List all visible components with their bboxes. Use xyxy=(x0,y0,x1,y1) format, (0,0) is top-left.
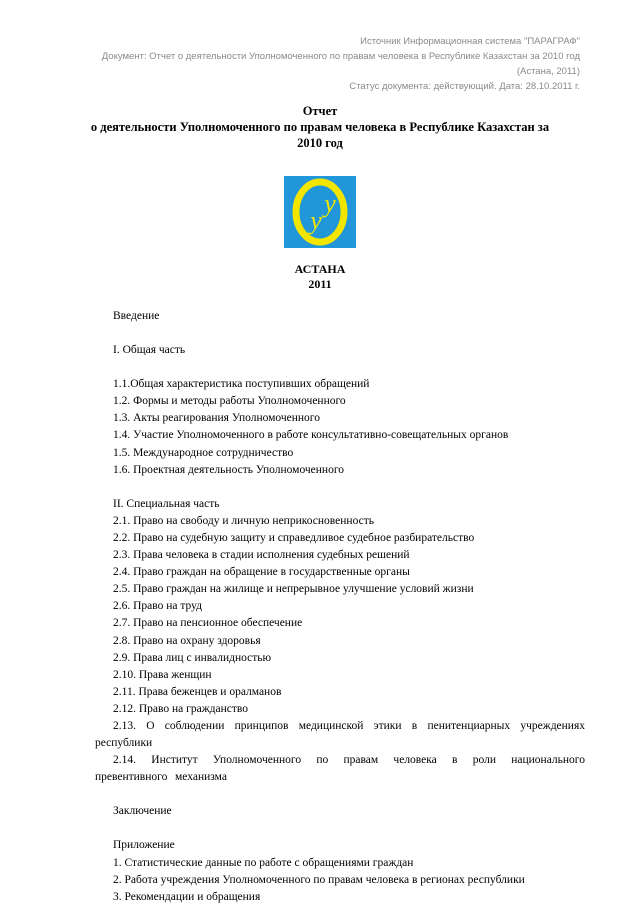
toc-item[interactable]: 2.7. Право на пенсионное обеспечение xyxy=(113,617,303,630)
toc-item[interactable]: 1.4. Участие Уполномоченного в работе консультативно-совещательных органов xyxy=(113,429,509,442)
toc-item[interactable]: 3. Рекомендации и обращения xyxy=(113,890,261,903)
toc-part-2-heading[interactable]: II. Специальная часть xyxy=(113,497,220,510)
introduction-block xyxy=(95,308,585,325)
imprint-city: АСТАНА xyxy=(294,262,346,276)
svg-text:у: у xyxy=(324,189,336,218)
toc-item[interactable]: 2.11. Права беженцев и оралманов xyxy=(113,685,282,698)
toc-item[interactable]: 2.10. Права женщин xyxy=(113,668,212,681)
toc-item[interactable]: 2. Работа учреждения Уполномоченного по правам человека в регионах республики xyxy=(113,873,525,886)
toc-appendix-heading[interactable]: Приложение xyxy=(113,839,175,852)
imprint xyxy=(0,262,640,292)
toc-item[interactable]: 2.2. Право на судебную защиту и справедливое судебное разбирательство xyxy=(113,531,475,544)
toc-item[interactable]: 2.5. Право граждан на жилище и непрерывное улучшение условий жизни xyxy=(113,583,474,596)
emblem-container xyxy=(0,176,640,248)
toc-item[interactable]: 1. Статистические данные по работе с обращениями граждан xyxy=(113,856,414,869)
conclusion-block xyxy=(95,803,585,820)
document-description-line: Документ: Отчет о деятельности Уполномоченного по правам человека в Республике Казахстан за 2010 год (Астана, 2011) xyxy=(101,51,580,77)
spacer xyxy=(95,786,585,803)
imprint-year: 2011 xyxy=(308,277,332,291)
spacer xyxy=(95,479,585,496)
title-line-2: о деятельности Уполномоченного по правам человека в Республике Казахстан за xyxy=(90,120,550,134)
toc-item[interactable]: 1.3. Акты реагирования Уполномоченного xyxy=(113,412,320,425)
toc-item[interactable]: 1.6. Проектная деятельность Уполномоченного xyxy=(113,463,345,476)
toc-item[interactable]: 2.6. Право на труд xyxy=(113,600,203,613)
toc-item[interactable]: 2.12. Право на гражданство xyxy=(113,702,249,715)
part-1-heading-block xyxy=(95,342,585,359)
toc-item[interactable]: 2.4. Право граждан на обращение в государственные органы xyxy=(113,566,410,579)
table-of-contents xyxy=(95,308,585,906)
part-1-items xyxy=(95,376,585,479)
toc-item[interactable]: 2.3. Права человека в стадии исполнения судебных решений xyxy=(113,549,410,562)
toc-item[interactable]: 2.8. Право на охрану здоровья xyxy=(113,634,261,647)
title-line-1: Отчет xyxy=(302,104,338,118)
part-2-items xyxy=(95,496,585,787)
toc-item[interactable]: 2.1. Право на свободу и личную неприкосновенность xyxy=(113,514,374,527)
toc-introduction[interactable]: Введение xyxy=(113,310,160,322)
toc-item[interactable]: 2.9. Права лиц с инвалидностью xyxy=(113,651,272,664)
spacer xyxy=(95,359,585,376)
toc-part-1-heading[interactable]: I. Общая часть xyxy=(113,344,186,357)
toc-item[interactable]: 2.13. О соблюдении принципов медицинской этики в пенитенциарных учреждениях республики xyxy=(95,719,585,750)
document-metadata-header xyxy=(95,34,580,94)
toc-conclusion[interactable]: Заключение xyxy=(113,805,172,818)
source-line: Источник Информационная система "ПАРАГРАФ" xyxy=(360,36,580,47)
svg-text:у: у xyxy=(310,206,322,235)
toc-item[interactable]: 1.2. Формы и методы работы Уполномоченного xyxy=(113,395,346,408)
appendix-block xyxy=(95,837,585,905)
spacer xyxy=(95,325,585,342)
title-line-3: 2010 год xyxy=(297,136,343,150)
toc-item[interactable]: 1.1.Общая характеристика поступивших обращений xyxy=(113,378,370,391)
spacer xyxy=(95,820,585,837)
page-title xyxy=(60,103,580,151)
document-status-line: Статус документа: действующий. Дата: 28.10.2011 г. xyxy=(349,81,580,92)
ombudsman-emblem-icon xyxy=(284,176,356,248)
toc-item[interactable]: 1.5. Международное сотрудничество xyxy=(113,446,294,459)
toc-item[interactable]: 2.14. Институт Уполномоченного по правам человека в роли национального превентивного механизма xyxy=(95,754,585,784)
